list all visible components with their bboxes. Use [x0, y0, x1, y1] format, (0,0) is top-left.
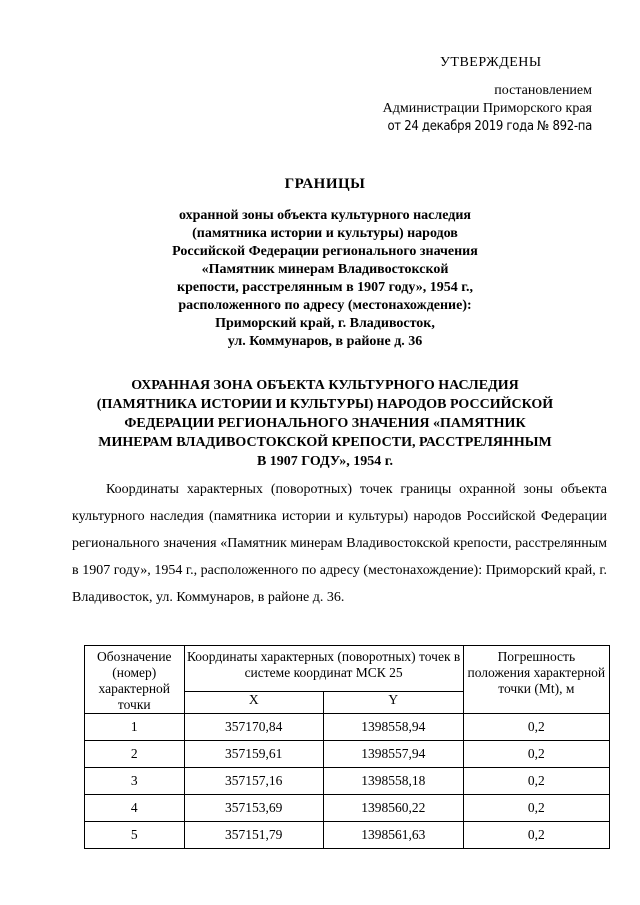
heading-line: ФЕДЕРАЦИИ РЕГИОНАЛЬНОГО ЗНАЧЕНИЯ «ПАМЯТНИК: [124, 416, 526, 431]
cell-y: 1398557,94: [323, 741, 463, 768]
header-error: Погрешность положения характерной точки (Mt), м: [463, 646, 609, 714]
cell-x: 357159,61: [184, 741, 323, 768]
cell-error: 0,2: [463, 768, 609, 795]
cell-number: 1: [85, 714, 185, 741]
cell-y: 1398558,18: [323, 768, 463, 795]
cell-x: 357153,69: [184, 795, 323, 822]
coordinates-table: [84, 645, 610, 849]
cell-y: 1398561,63: [323, 822, 463, 849]
heading-line: (ПАМЯТНИКА ИСТОРИИ И КУЛЬТУРЫ) НАРОДОВ РОССИЙСКОЙ: [96, 397, 554, 412]
cell-number: 4: [85, 795, 185, 822]
table-row: [85, 768, 610, 795]
approval-line-1: постановлением: [494, 83, 592, 98]
table-row: [85, 822, 610, 849]
heading-line: В 1907 ГОДУ», 1954 г.: [256, 454, 394, 469]
cell-number: 3: [85, 768, 185, 795]
cell-error: 0,2: [463, 822, 609, 849]
section-heading: [60, 376, 590, 471]
header-y: Y: [323, 692, 463, 714]
approved-label: УТВЕРЖДЕНЫ: [440, 55, 542, 70]
subtitle-line: «Памятник минерам Владивостокской: [201, 262, 449, 277]
subtitle-line: (памятника истории и культуры) народов: [192, 226, 458, 241]
cell-error: 0,2: [463, 741, 609, 768]
header-coordinates: Координаты характерных (поворотных) точек в системе координат МСК 25: [184, 646, 463, 692]
header-x: X: [184, 692, 323, 714]
table-row: [85, 741, 610, 768]
heading-line: ОХРАННАЯ ЗОНА ОБЪЕКТА КУЛЬТУРНОГО НАСЛЕДИЯ: [131, 378, 519, 393]
cell-error: 0,2: [463, 714, 609, 741]
approval-line-2: Администрации Приморского края: [382, 101, 592, 116]
subtitle-line: ул. Коммунаров, в районе д. 36: [227, 334, 423, 349]
coordinates-paragraph: Координаты характерных (поворотных) точек границы охранной зоны объекта культурного наследия (памятника истории и культуры) народов Российской Федерации регионального значения «Памятник минерам Владивостокской крепости, расстрелянным в 1907 году», 1954 г., расположенного по адресу (местонахождение): Приморский край, г. Владивосток, ул. Коммунаров, в районе д. 36.: [72, 482, 607, 605]
subtitle-line: Российской Федерации регионального значения: [172, 244, 478, 259]
heading-line: МИНЕРАМ ВЛАДИВОСТОКСКОЙ КРЕПОСТИ, РАССТРЕЛЯННЫМ: [98, 435, 552, 450]
cell-y: 1398558,94: [323, 714, 463, 741]
cell-y: 1398560,22: [323, 795, 463, 822]
subtitle-line: охранной зоны объекта культурного наследия: [178, 208, 471, 223]
cell-x: 357157,16: [184, 768, 323, 795]
document-subtitle: [70, 207, 580, 351]
table-header-row: [85, 646, 610, 692]
cell-error: 0,2: [463, 795, 609, 822]
table-row: [85, 795, 610, 822]
cell-x: 357170,84: [184, 714, 323, 741]
subtitle-line: расположенного по адресу (местонахождение):: [178, 298, 472, 313]
cell-number: 5: [85, 822, 185, 849]
approval-date-stamp: от 24 декабря 2019 года № 892-па: [387, 119, 592, 134]
document-title: ГРАНИЦЫ: [284, 176, 366, 192]
table-row: [85, 714, 610, 741]
subtitle-line: Приморский край, г. Владивосток,: [215, 316, 435, 331]
cell-number: 2: [85, 741, 185, 768]
cell-x: 357151,79: [184, 822, 323, 849]
header-designation: Обозначение (номер) характерной точки: [85, 646, 185, 714]
subtitle-line: крепости, расстрелянным в 1907 году», 1954 г.,: [177, 280, 473, 295]
